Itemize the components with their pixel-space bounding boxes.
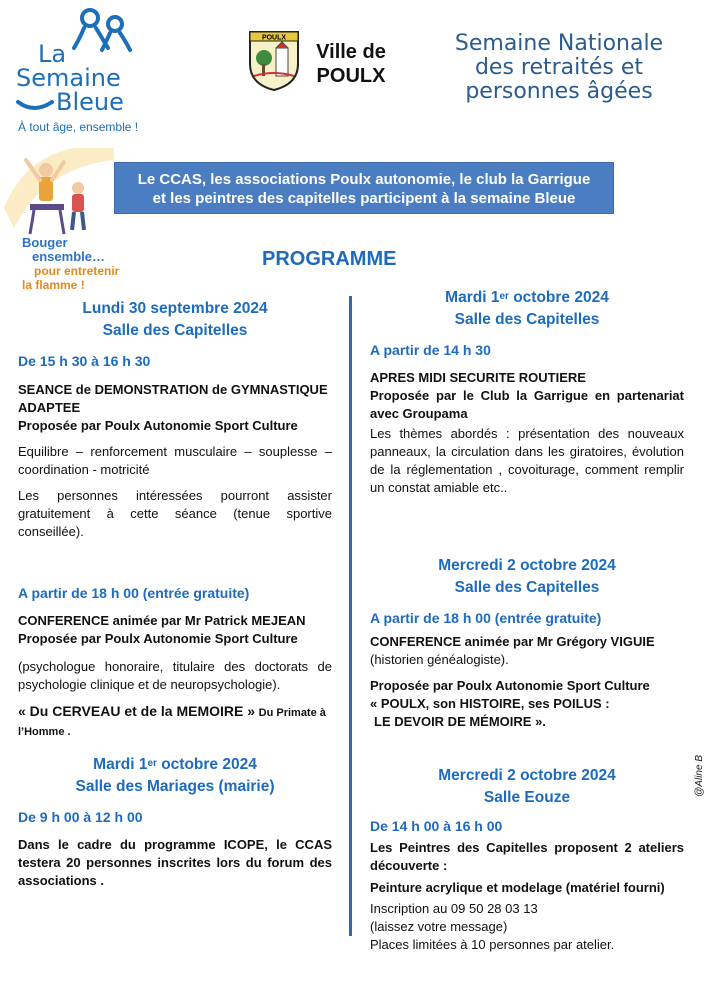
event-title: APRES MIDI SECURITE ROUTIERE bbox=[370, 370, 586, 385]
programme-heading: PROGRAMME bbox=[262, 248, 397, 270]
event-place: Salle Eouze bbox=[483, 789, 571, 806]
event-desc: Dans le cadre du programme ICOPE, le CCAS testera 20 personnes inscrites lors du forum des associations . bbox=[18, 837, 332, 888]
logo-word-bleue: Bleue bbox=[56, 88, 124, 116]
slogan-line4: la flamme ! bbox=[22, 278, 85, 292]
event-monday-gym bbox=[18, 298, 332, 541]
event-topic-line2: LE DEVOIR DE MÉMOIRE ». bbox=[374, 714, 546, 729]
event-title: CONFERENCE animée par Mr Patrick MEJEAN bbox=[18, 613, 306, 628]
event-registration: Inscription au 09 50 28 03 13 bbox=[370, 901, 538, 916]
banner-line2: et les peintres des capitelles participent à la semaine Bleue bbox=[152, 190, 576, 207]
event-title: Les Peintres des Capitelles proposent 2 ateliers découverte : bbox=[370, 840, 684, 873]
event-time: A partir de 18 h 00 (entrée gratuite) bbox=[370, 610, 602, 626]
event-speaker-bio: (historien généalogiste). bbox=[370, 652, 509, 667]
event-topic-tail: Du Primate à l’Homme . bbox=[18, 707, 326, 738]
event-time: A partir de 18 h 00 (entrée gratuite) bbox=[18, 585, 250, 601]
event-organizer: Proposée par Poulx Autonomie Sport Culture bbox=[18, 418, 298, 433]
artist-signature: @Aline B bbox=[694, 755, 705, 797]
column-divider bbox=[349, 296, 352, 936]
event-day: Mercredi 2 octobre 2024 bbox=[438, 767, 616, 784]
town-line2: POULX bbox=[316, 65, 386, 87]
event-title: SEANCE de DEMONSTRATION de GYMNASTIQUE ADAPTEE bbox=[18, 382, 328, 415]
event-title: CONFERENCE animée par Mr Grégory VIGUIE bbox=[370, 634, 655, 649]
event-capacity: Places limitées à 10 personnes par atelier. bbox=[370, 937, 615, 952]
logo-word-la: La bbox=[38, 40, 67, 68]
people-icon bbox=[14, 8, 154, 54]
event-topic bbox=[18, 702, 332, 741]
event-monday-conference bbox=[18, 584, 332, 741]
event-place: Salle des Capitelles bbox=[102, 322, 248, 339]
banner-line1: Le CCAS, les associations Poulx autonomie, le club la Garrigue bbox=[137, 171, 591, 188]
slogan bbox=[22, 236, 142, 292]
event-desc: Les thèmes abordés : présentation des nouveaux panneaux, la circulation dans les giratoires, évolution de la réglementation , covoiturage, comment remplir un constat amiable etc.. bbox=[370, 426, 684, 495]
event-registration-note: (laissez votre message) bbox=[370, 919, 508, 934]
slogan-line1: Bouger bbox=[22, 235, 68, 250]
event-place: Salle des Capitelles bbox=[454, 311, 600, 328]
logo-tagline: À tout âge, ensemble ! bbox=[18, 120, 139, 134]
event-day: Lundi 30 septembre 2024 bbox=[82, 300, 268, 317]
event-place: Salle des Mariages (mairie) bbox=[75, 778, 275, 795]
semaine-bleue-logo bbox=[14, 8, 154, 138]
event-time: De 15 h 30 à 16 h 30 bbox=[18, 353, 151, 369]
event-workshop: Peinture acrylique et modelage (matériel fourni) bbox=[370, 880, 665, 895]
event-time: De 14 h 00 à 16 h 00 bbox=[370, 818, 503, 834]
event-time: A partir de 14 h 30 bbox=[370, 342, 491, 358]
event-tuesday-icope bbox=[18, 754, 332, 890]
event-organizer: Proposée par Poulx Autonomie Sport Culture bbox=[18, 631, 298, 646]
event-time: De 9 h 00 à 12 h 00 bbox=[18, 809, 143, 825]
smile-icon bbox=[16, 100, 56, 112]
poulx-crest bbox=[248, 30, 300, 92]
national-line3: personnes âgées bbox=[465, 79, 653, 104]
event-desc: Equilibre – renforcement musculaire – souplesse – coordination - motricité bbox=[18, 444, 332, 477]
event-day: Mardi 1er octobre 2024 bbox=[445, 289, 609, 306]
event-topic-line1: « POULX, son HISTOIRE, ses POILUS : bbox=[370, 696, 610, 711]
exercise-illustration bbox=[4, 148, 114, 238]
event-organizer: Proposée par le Club la Garrigue en partenariat avec Groupama bbox=[370, 388, 684, 421]
national-line1: Semaine Nationale bbox=[454, 31, 664, 56]
event-wednesday-painting bbox=[370, 765, 684, 954]
national-week-title bbox=[440, 32, 678, 104]
event-topic-quote: « Du CERVEAU et de la MEMOIRE » bbox=[18, 703, 256, 719]
logo-word-semaine: Semaine bbox=[16, 64, 121, 92]
slogan-line2: ensemble… bbox=[32, 249, 105, 264]
town-line1: Ville de bbox=[316, 41, 386, 63]
event-place: Salle des Capitelles bbox=[454, 579, 600, 596]
town-title bbox=[306, 40, 396, 88]
national-line2: des retraités et bbox=[474, 55, 644, 80]
slogan-line3: pour entretenir bbox=[34, 264, 120, 278]
intro-banner bbox=[114, 162, 614, 214]
event-organizer: Proposée par Poulx Autonomie Sport Culture bbox=[370, 678, 650, 693]
event-wednesday-conference bbox=[370, 555, 684, 731]
event-day: Mercredi 2 octobre 2024 bbox=[438, 557, 616, 574]
crest-label: POULX bbox=[261, 34, 287, 42]
event-note: Les personnes intéressées pourront assister gratuitement à cette séance (tenue sportive conseillée). bbox=[18, 488, 332, 539]
event-tuesday-road-safety bbox=[370, 287, 684, 497]
event-speaker-bio: (psychologue honoraire, titulaire des doctorats de psychologie clinique et de neuropsychologie). bbox=[18, 659, 332, 692]
event-day: Mardi 1er octobre 2024 bbox=[93, 756, 257, 773]
